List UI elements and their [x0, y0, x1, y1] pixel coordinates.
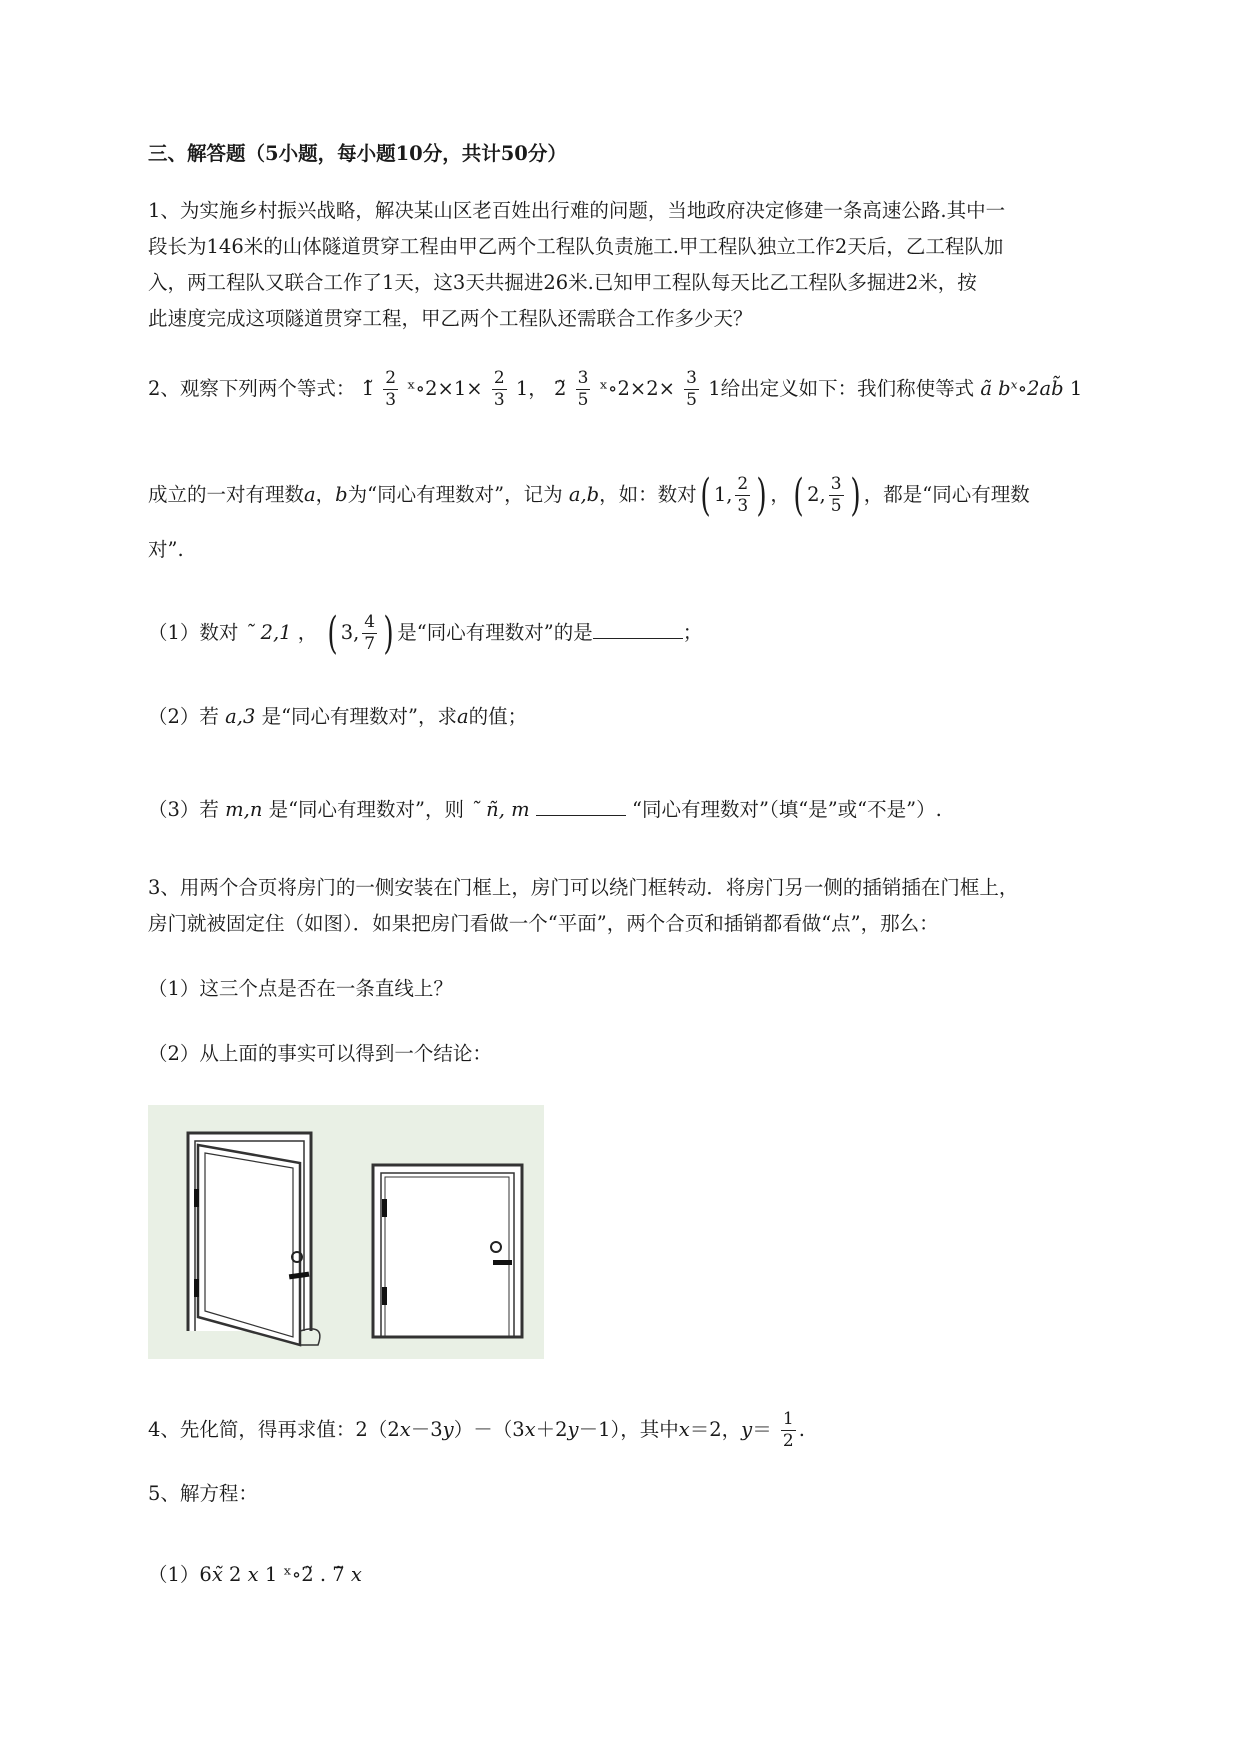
q2-pairA-frac: [735, 476, 750, 515]
q4-frac-num: 1: [782, 1409, 794, 1429]
q4-var-x2: x: [524, 1418, 536, 1441]
q5-sub-1: [148, 1561, 362, 1589]
q4-text-g: ＝: [752, 1418, 772, 1441]
q2-sub1-text: 是“同心有理数对”的是: [397, 621, 593, 644]
q2-sub2-end: 的值；: [468, 705, 528, 728]
q2-eq1-frac2-den: 3: [493, 390, 505, 410]
q3-line-1: 3、用两个合页将房门的一侧安装在门框上，房门可以绕门框转动．将房门另一侧的插销插在门框上，: [148, 876, 1019, 899]
q2-def-mid: ˣ∘2ab̃: [1010, 377, 1064, 400]
q2-sub3-text: 是“同心有理数对”，则: [268, 798, 465, 821]
q2-def-end: 1: [1069, 377, 1083, 400]
q2-sub1-frac: [362, 614, 377, 653]
q2-pairB-den: 5: [830, 496, 842, 516]
q4-line: [148, 1406, 805, 1454]
q4-text-a: 4、先化简，得再求值：2（2: [148, 1418, 400, 1441]
q2-line-1: [148, 370, 1082, 409]
q2-sub1-pair2-first: 3,: [340, 621, 360, 644]
door-illustration: [148, 1105, 544, 1359]
q4-text-e: －1），其中: [578, 1418, 679, 1441]
q2-pairB-paren-open: (: [793, 469, 804, 521]
q2-pairB-first: 2,: [807, 483, 826, 506]
q2-eq2-frac-num: 3: [577, 368, 589, 388]
q2-pairB-frac: [829, 476, 844, 515]
q2-sub1-frac-den: 7: [364, 634, 376, 654]
section-title: 三、解答题（5小题，每小题10分，共计50分）: [148, 142, 567, 165]
q5-sub1-c: 1 ˣ∘2̃ . 7̃: [258, 1563, 351, 1586]
q2-sub-2: [148, 703, 527, 731]
q2-eq2-open: 2̃: [553, 377, 567, 400]
q2-line-2: 成立的一对有理数a，b为“同心有理数对”，记为 a,b，如：数对( 1, $\frac{2}{3}$ ) ，( 2, $\frac{3}{5}$ ) ，都是“同心有理数: [148, 469, 1030, 521]
q2-sub3-expr: ˜ ñ, m: [470, 798, 530, 821]
q2-eq2-end: 1给出定义如下：我们称使等式: [708, 377, 975, 400]
q2-pair-ab: a,b: [568, 483, 600, 506]
q2-sub2-label: （2）若: [148, 705, 219, 728]
q2-eq1-open: 1̃: [361, 377, 375, 400]
q2-pairA-paren-open: (: [700, 469, 711, 521]
q4-var-y2: y: [567, 1418, 579, 1441]
q5-sub1-var-x: x̃: [211, 1563, 223, 1586]
exam-page: [148, 0, 1148, 1754]
q2-sub3-label: （3）若: [148, 798, 219, 821]
q2-sub1-sep: ，: [297, 621, 318, 644]
q2-eq2-frac-den: 5: [577, 390, 589, 410]
q5-sub1-var-x3: x: [350, 1563, 362, 1586]
q2-sub-1: [148, 608, 702, 658]
closed-door-drawing: [373, 1165, 522, 1337]
q2-sub2-text: 是“同心有理数对”，求: [261, 705, 458, 728]
q2-eq2-mid: ˣ∘2×2×: [599, 377, 675, 400]
q2-pairA-num: 2: [737, 474, 749, 494]
q3-sub-1: （1）这三个点是否在一条直线上？: [148, 977, 453, 1000]
q2-eq2-frac2: [684, 370, 699, 409]
q2-def-b: b: [998, 377, 1011, 400]
q5-sub1-label: （1）6: [148, 1563, 212, 1586]
closed-door-hinge-top: [382, 1199, 387, 1217]
q4-var-x3: x: [678, 1418, 690, 1441]
q2-sub1-pair1: ˜ 2,1: [244, 621, 292, 644]
q4-var-y1: y: [442, 1418, 454, 1441]
q2-sub1-paren-close: ): [383, 607, 394, 659]
q2-sub3-pair: m,n: [225, 798, 263, 821]
q2-var-b: b: [335, 483, 348, 506]
q4-text-f: ＝2，: [689, 1418, 742, 1441]
q2-def-a: ã: [980, 377, 992, 400]
q1-line-1: 1、为实施乡村振兴战略，解决某山区老百姓出行难的问题，当地政府决定修建一条高速公路.其中一: [148, 199, 1006, 222]
q2-line-3: 对”.: [148, 538, 184, 561]
q1-line-2: 段长为146米的山体隧道贯穿工程由甲乙两个工程队负责施工.甲工程队独立工作2天后，乙工程队加: [148, 235, 1004, 258]
q2-sub1-frac-num: 4: [364, 612, 376, 632]
q2-sub1-answer-blank[interactable]: [593, 620, 683, 639]
q2-sub3-end: “同心有理数对”（填“是”或“不是”）.: [632, 798, 942, 821]
q3-line-2: 房门就被固定住（如图）．如果把房门看做一个“平面”，两个合页和插销都看做“点”，那么：: [148, 912, 939, 935]
q2-line2-e: ，都是“同心有理数: [863, 483, 1030, 506]
q1-line-4: 此速度完成这项隧道贯穿工程，甲乙两个工程队还需联合工作多少天？: [148, 307, 753, 330]
q2-line2-c: 为“同心有理数对”，记为: [347, 483, 563, 506]
q4-text-c: ）－（3: [453, 1418, 525, 1441]
q4-text-b: －3: [410, 1418, 443, 1441]
open-door-drawing: [188, 1133, 320, 1345]
closed-door-hinge-bottom: [382, 1287, 387, 1305]
q2-line2-d: ，如：数对: [599, 483, 697, 506]
q2-eq1-frac: [383, 370, 398, 409]
q5-title: 5、解方程：: [148, 1482, 258, 1505]
q4-text-d: ＋2: [535, 1418, 568, 1441]
q2-pairA-den: 3: [737, 496, 749, 516]
q2-eq1-end: 1，: [515, 377, 548, 400]
q2-line2-a: 成立的一对有理数: [148, 483, 305, 506]
q2-eq1-mid: ˣ∘2×1×: [407, 377, 483, 400]
open-door-hinge-top: [194, 1189, 199, 1207]
q2-var-a: a: [304, 483, 316, 506]
q4-var-y3: y: [741, 1418, 753, 1441]
q2-line2-b: ，: [315, 483, 336, 506]
door-figure: [148, 1105, 544, 1359]
q2-eq1-frac2: [492, 370, 507, 409]
q2-pairA-first: 1,: [713, 483, 733, 506]
q2-sub1-paren-open: (: [326, 607, 338, 659]
q4-frac: [781, 1411, 796, 1450]
open-door-hinge-bottom: [194, 1279, 199, 1297]
q2-sub1-label: （1）数对: [148, 621, 239, 644]
q2-eq2-frac2-num: 3: [686, 368, 697, 388]
q3-sub-2: （2）从上面的事实可以得到一个结论：: [148, 1042, 492, 1065]
q5-sub1-var-x2: x: [247, 1563, 259, 1586]
q2-sub1-end: ；: [682, 621, 703, 644]
q2-eq1-frac-den: 3: [385, 390, 397, 410]
q2-pairA-paren-close: ): [756, 469, 767, 521]
q2-pairB-num: 3: [830, 474, 842, 494]
q2-eq1-frac2-num: 2: [493, 368, 505, 388]
closed-door-latch: [493, 1260, 512, 1265]
q4-end: .: [798, 1418, 805, 1441]
q2-sub-3: [148, 796, 942, 824]
q2-eq2-frac: [576, 370, 591, 409]
q4-frac-den: 2: [782, 1431, 794, 1451]
q5-sub1-b: 2: [222, 1563, 248, 1586]
q2-sub2-var: a: [457, 705, 469, 728]
q2-eq2-frac2-den: 5: [686, 390, 697, 410]
q4-var-x1: x: [399, 1418, 411, 1441]
q2-intro: 2、观察下列两个等式：: [148, 377, 356, 400]
q2-pairB-paren-close: ): [849, 469, 861, 521]
q1-line-3: 入，两工程队又联合工作了1天，这3天共掘进26米.已知甲工程队每天比乙工程队多掘进2米，按: [148, 271, 977, 294]
q2-sub3-answer-blank[interactable]: [536, 797, 626, 816]
q2-sub2-pair: a,3: [225, 705, 256, 728]
q2-eq1-frac-num: 2: [385, 368, 397, 388]
